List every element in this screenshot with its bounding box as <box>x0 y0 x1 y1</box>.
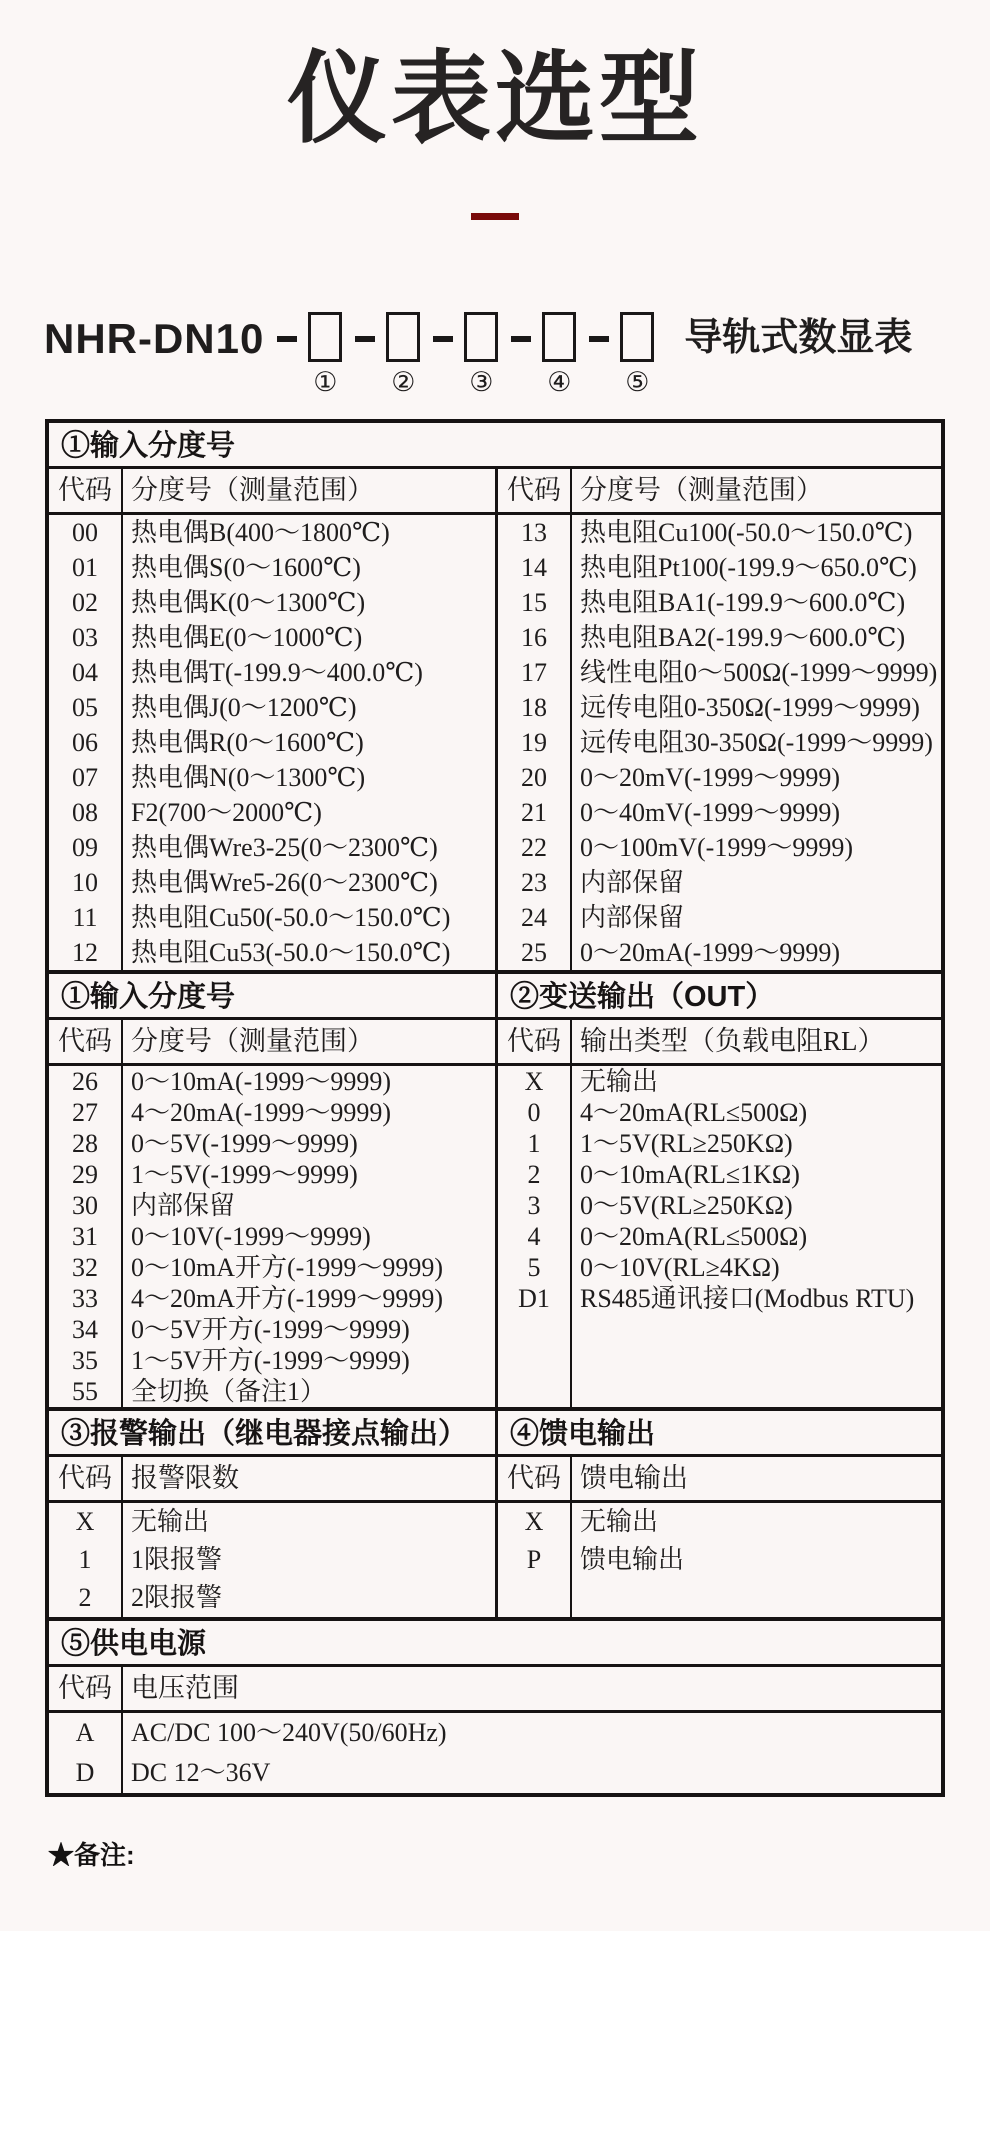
row-code: 31 <box>72 1222 98 1251</box>
row-desc: AC/DC 100～240V(50/60Hz) <box>131 1718 447 1747</box>
band3-left-rows <box>49 1503 495 1617</box>
row-desc: 1限报警 <box>131 1545 223 1574</box>
table-row <box>49 1376 495 1407</box>
slot-number: ② <box>391 367 416 397</box>
table-row <box>49 865 495 900</box>
table-row <box>498 1283 941 1314</box>
table-row <box>49 1503 495 1541</box>
table-row <box>498 1541 941 1579</box>
model-slot <box>420 312 498 397</box>
table-row <box>49 1190 495 1221</box>
table-row <box>49 725 495 760</box>
row-code: 03 <box>72 623 98 652</box>
row-code: 34 <box>72 1315 98 1344</box>
row-code: 08 <box>72 798 98 827</box>
desc-header: 分度号（测量范围） <box>580 475 823 505</box>
section-title: ②变送输出（OUT） <box>498 974 941 1020</box>
row-code: 16 <box>521 623 547 652</box>
row-desc: 0～100mV(-1999～9999) <box>580 833 853 862</box>
row-code: 19 <box>521 728 547 757</box>
model-slot <box>498 312 576 397</box>
row-desc: 热电阻BA1(-199.9～600.0℃) <box>580 588 906 617</box>
table-row <box>49 830 495 865</box>
row-code: 55 <box>72 1377 98 1406</box>
code-header: 代码 <box>58 475 112 505</box>
model-prefix: NHR-DN10 <box>44 315 265 362</box>
row-code: 3 <box>527 1191 541 1220</box>
row-desc: 热电阻Cu53(-50.0～150.0℃) <box>131 938 451 967</box>
row-desc: 线性电阻0～500Ω(-1999～9999) <box>580 658 938 687</box>
title-underline <box>471 213 519 220</box>
remarks <box>48 1835 990 1875</box>
band4-rows <box>49 1713 941 1793</box>
column-header-row <box>49 1667 941 1713</box>
model-slot-box <box>542 312 576 362</box>
row-code: 02 <box>72 588 98 617</box>
row-code: 12 <box>72 938 98 967</box>
row-desc: 热电偶T(-199.9～400.0℃) <box>131 658 423 687</box>
model-slot <box>576 312 654 397</box>
row-code: 5 <box>527 1253 541 1282</box>
row-code: 1 <box>527 1129 541 1158</box>
row-desc: 热电阻Cu50(-50.0～150.0℃) <box>131 903 451 932</box>
band3-right-rows <box>498 1503 941 1579</box>
table-row <box>49 655 495 690</box>
row-desc: 4～20mA开方(-1999～9999) <box>131 1284 443 1313</box>
row-desc: 1～5V开方(-1999～9999) <box>131 1346 410 1375</box>
table-row <box>49 1713 941 1753</box>
row-code: 32 <box>72 1253 98 1282</box>
table-row <box>498 585 941 620</box>
table-row <box>498 865 941 900</box>
section-input-1 <box>49 423 941 970</box>
row-code: 20 <box>521 763 547 792</box>
table-row <box>498 550 941 585</box>
table-row <box>49 690 495 725</box>
table-row <box>49 760 495 795</box>
table-row <box>498 1252 941 1283</box>
slot-number: ④ <box>547 367 572 397</box>
model-slot <box>342 312 420 397</box>
table-row <box>49 935 495 970</box>
band1-right-half <box>495 469 941 970</box>
row-code: 00 <box>72 518 98 547</box>
table-row <box>498 830 941 865</box>
band2-left-half <box>49 974 495 1407</box>
row-code: 06 <box>72 728 98 757</box>
desc-header: 电压范围 <box>131 1673 239 1703</box>
row-desc: 热电偶R(0～1600℃) <box>131 728 364 757</box>
row-code: 26 <box>72 1067 98 1096</box>
row-desc: 0～10mA(RL≤1KΩ) <box>580 1160 800 1189</box>
section-title: ③报警输出（继电器接点输出） <box>49 1411 495 1457</box>
row-code: 10 <box>72 868 98 897</box>
row-code: X <box>75 1507 95 1536</box>
table-row <box>498 795 941 830</box>
desc-header: 报警限数 <box>131 1463 239 1493</box>
remarks-header: ★备注: <box>48 1840 135 1870</box>
row-desc: 0～10V(-1999～9999) <box>131 1222 371 1251</box>
row-code: X <box>524 1507 544 1536</box>
band2-right-half <box>495 974 941 1407</box>
dash-separator <box>277 336 297 342</box>
slot-number: ① <box>313 367 338 397</box>
table-row <box>498 690 941 725</box>
code-header: 代码 <box>58 1673 112 1703</box>
table-row <box>498 1159 941 1190</box>
row-desc: 0～10V(RL≥4KΩ) <box>580 1253 780 1282</box>
row-code: P <box>526 1545 542 1574</box>
dash-separator <box>511 336 531 342</box>
row-desc: 热电偶Wre3-25(0～2300℃) <box>131 833 438 862</box>
desc-header: 分度号（测量范围） <box>131 475 374 505</box>
row-desc: 0～20mV(-1999～9999) <box>580 763 840 792</box>
row-desc: 热电偶N(0～1300℃) <box>131 763 366 792</box>
row-desc: 0～10mA(-1999～9999) <box>131 1067 391 1096</box>
row-desc: 无输出 <box>580 1507 659 1536</box>
column-header-row <box>49 469 495 515</box>
code-header: 代码 <box>507 1026 561 1056</box>
table-row <box>49 550 495 585</box>
row-code: 21 <box>521 798 547 827</box>
section-title: ①输入分度号 <box>49 974 495 1020</box>
band1-left-half <box>49 469 495 970</box>
table-row <box>498 900 941 935</box>
code-header: 代码 <box>507 475 561 505</box>
row-desc: 内部保留 <box>580 868 685 897</box>
table-row <box>498 1097 941 1128</box>
band1-right-rows <box>498 515 941 970</box>
row-code: 2 <box>527 1160 541 1189</box>
row-desc: 0～5V开方(-1999～9999) <box>131 1315 410 1344</box>
row-desc: 0～5V(-1999～9999) <box>131 1129 358 1158</box>
row-code: 17 <box>521 658 547 687</box>
row-code: 23 <box>521 868 547 897</box>
table-row <box>498 725 941 760</box>
section-title: ①输入分度号 <box>49 423 941 469</box>
table-row <box>49 515 495 550</box>
model-slot-box <box>464 312 498 362</box>
table-row <box>49 1753 941 1793</box>
row-code: 35 <box>72 1346 98 1375</box>
row-desc: 馈电输出 <box>580 1545 685 1574</box>
row-code: X <box>524 1067 544 1096</box>
model-slot <box>264 312 342 397</box>
section-title: ⑤供电电源 <box>49 1621 941 1667</box>
code-header: 代码 <box>507 1463 561 1493</box>
table-row <box>49 1159 495 1190</box>
row-code: 2 <box>78 1583 92 1612</box>
table-row <box>49 1345 495 1376</box>
table-row <box>498 1066 941 1097</box>
table-row <box>49 1221 495 1252</box>
model-slot-box <box>620 312 654 362</box>
column-header-row <box>49 1020 495 1066</box>
row-desc: 0～20mA(RL≤500Ω) <box>580 1222 808 1251</box>
table-row <box>49 1097 495 1128</box>
row-desc: 热电偶J(0～1200℃) <box>131 693 357 722</box>
row-desc: 内部保留 <box>580 903 685 932</box>
table-row <box>49 1541 495 1579</box>
table-row <box>49 1066 495 1097</box>
row-code: 25 <box>521 938 547 967</box>
row-code: 18 <box>521 693 547 722</box>
row-desc: 4～20mA(-1999～9999) <box>131 1098 391 1127</box>
row-desc: 热电阻BA2(-199.9～600.0℃) <box>580 623 906 652</box>
row-desc: 无输出 <box>580 1067 659 1096</box>
row-code: 14 <box>521 553 547 582</box>
model-code-row <box>44 312 990 397</box>
model-slots <box>264 312 654 397</box>
row-code: 1 <box>78 1545 92 1574</box>
column-header-row <box>498 1020 941 1066</box>
row-desc: F2(700～2000℃) <box>131 798 322 827</box>
row-code: 30 <box>72 1191 98 1220</box>
table-row <box>498 935 941 970</box>
row-desc: 热电阻Cu100(-50.0～150.0℃) <box>580 518 913 547</box>
band2-left-rows <box>49 1066 495 1407</box>
row-desc: 远传电阻30-350Ω(-1999～9999) <box>580 728 933 757</box>
band2-right-rows <box>498 1066 941 1314</box>
table-row <box>49 1252 495 1283</box>
table-row <box>49 795 495 830</box>
dash-separator <box>589 336 609 342</box>
table-row <box>498 1128 941 1159</box>
table-row <box>498 515 941 550</box>
row-code: 01 <box>72 553 98 582</box>
row-code: 13 <box>521 518 547 547</box>
section-title: ④馈电输出 <box>498 1411 941 1457</box>
band3-left-half <box>49 1411 495 1617</box>
row-code: 09 <box>72 833 98 862</box>
row-desc: 内部保留 <box>131 1191 236 1220</box>
row-desc: 热电偶E(0～1000℃) <box>131 623 363 652</box>
row-code: 27 <box>72 1098 98 1127</box>
selection-table <box>45 419 945 1797</box>
row-code: 05 <box>72 693 98 722</box>
row-code: 4 <box>527 1222 541 1251</box>
table-row <box>49 1314 495 1345</box>
row-desc: 热电偶B(400～1800℃) <box>131 518 390 547</box>
table-row <box>498 760 941 795</box>
band3-right-half <box>495 1411 941 1617</box>
desc-header: 输出类型（负载电阻RL） <box>580 1026 885 1056</box>
table-row <box>49 1579 495 1617</box>
table-row <box>498 1190 941 1221</box>
row-desc: 热电偶Wre5-26(0～2300℃) <box>131 868 438 897</box>
column-header-row <box>498 469 941 515</box>
row-code: 29 <box>72 1160 98 1189</box>
row-desc: 1～5V(-1999～9999) <box>131 1160 358 1189</box>
table-row <box>498 655 941 690</box>
row-code: D1 <box>518 1284 550 1313</box>
model-suffix: 导轨式数显表 <box>684 317 913 359</box>
band1-left-rows <box>49 515 495 970</box>
code-header: 代码 <box>58 1463 112 1493</box>
model-slot-box <box>308 312 342 362</box>
row-code: A <box>75 1718 95 1747</box>
row-code: 33 <box>72 1284 98 1313</box>
slot-number: ③ <box>469 367 494 397</box>
row-desc: 无输出 <box>131 1507 210 1536</box>
row-code: 07 <box>72 763 98 792</box>
row-desc: 全切换（备注1） <box>131 1377 327 1406</box>
column-header-row <box>49 1457 495 1503</box>
row-code: 22 <box>521 833 547 862</box>
row-desc: 4～20mA(RL≤500Ω) <box>580 1098 808 1127</box>
column-header-row <box>498 1457 941 1503</box>
dash-separator <box>433 336 453 342</box>
dash-separator <box>355 336 375 342</box>
table-row <box>49 585 495 620</box>
row-desc: 远传电阻0-350Ω(-1999～9999) <box>580 693 920 722</box>
row-desc: 热电偶S(0～1600℃) <box>131 553 361 582</box>
row-code: 15 <box>521 588 547 617</box>
row-code: D <box>75 1758 95 1787</box>
table-row <box>49 1283 495 1314</box>
code-header: 代码 <box>58 1026 112 1056</box>
row-code: 0 <box>527 1098 541 1127</box>
section-alarm-and-feed <box>49 1407 941 1617</box>
row-desc: 热电偶K(0～1300℃) <box>131 588 366 617</box>
row-code: 28 <box>72 1129 98 1158</box>
bottom-spacer <box>0 1931 990 2026</box>
desc-header: 分度号（测量范围） <box>131 1026 374 1056</box>
row-desc: 0～20mA(-1999～9999) <box>580 938 840 967</box>
desc-header: 馈电输出 <box>580 1463 688 1493</box>
row-desc: RS485通讯接口(Modbus RTU) <box>580 1284 915 1313</box>
row-desc: 热电阻Pt100(-199.9～650.0℃) <box>580 553 917 582</box>
table-row <box>49 900 495 935</box>
table-row <box>49 620 495 655</box>
table-row <box>498 1221 941 1252</box>
table-row <box>498 620 941 655</box>
section-input-2-and-output <box>49 970 941 1407</box>
page-title: 仪表选型 <box>287 43 703 155</box>
row-desc: 0～10mA开方(-1999～9999) <box>131 1253 443 1282</box>
row-desc: 0～5V(RL≥250KΩ) <box>580 1191 793 1220</box>
section-power-supply <box>49 1617 941 1793</box>
row-desc: 0～40mV(-1999～9999) <box>580 798 840 827</box>
table-row <box>49 1128 495 1159</box>
row-desc: 2限报警 <box>131 1583 223 1612</box>
table-row <box>498 1503 941 1541</box>
row-code: 11 <box>72 903 98 932</box>
model-slot-box <box>386 312 420 362</box>
slot-number: ⑤ <box>625 367 650 397</box>
row-desc: 1～5V(RL≥250KΩ) <box>580 1129 793 1158</box>
row-code: 24 <box>521 903 547 932</box>
row-code: 04 <box>72 658 98 687</box>
row-desc: DC 12～36V <box>131 1758 271 1787</box>
